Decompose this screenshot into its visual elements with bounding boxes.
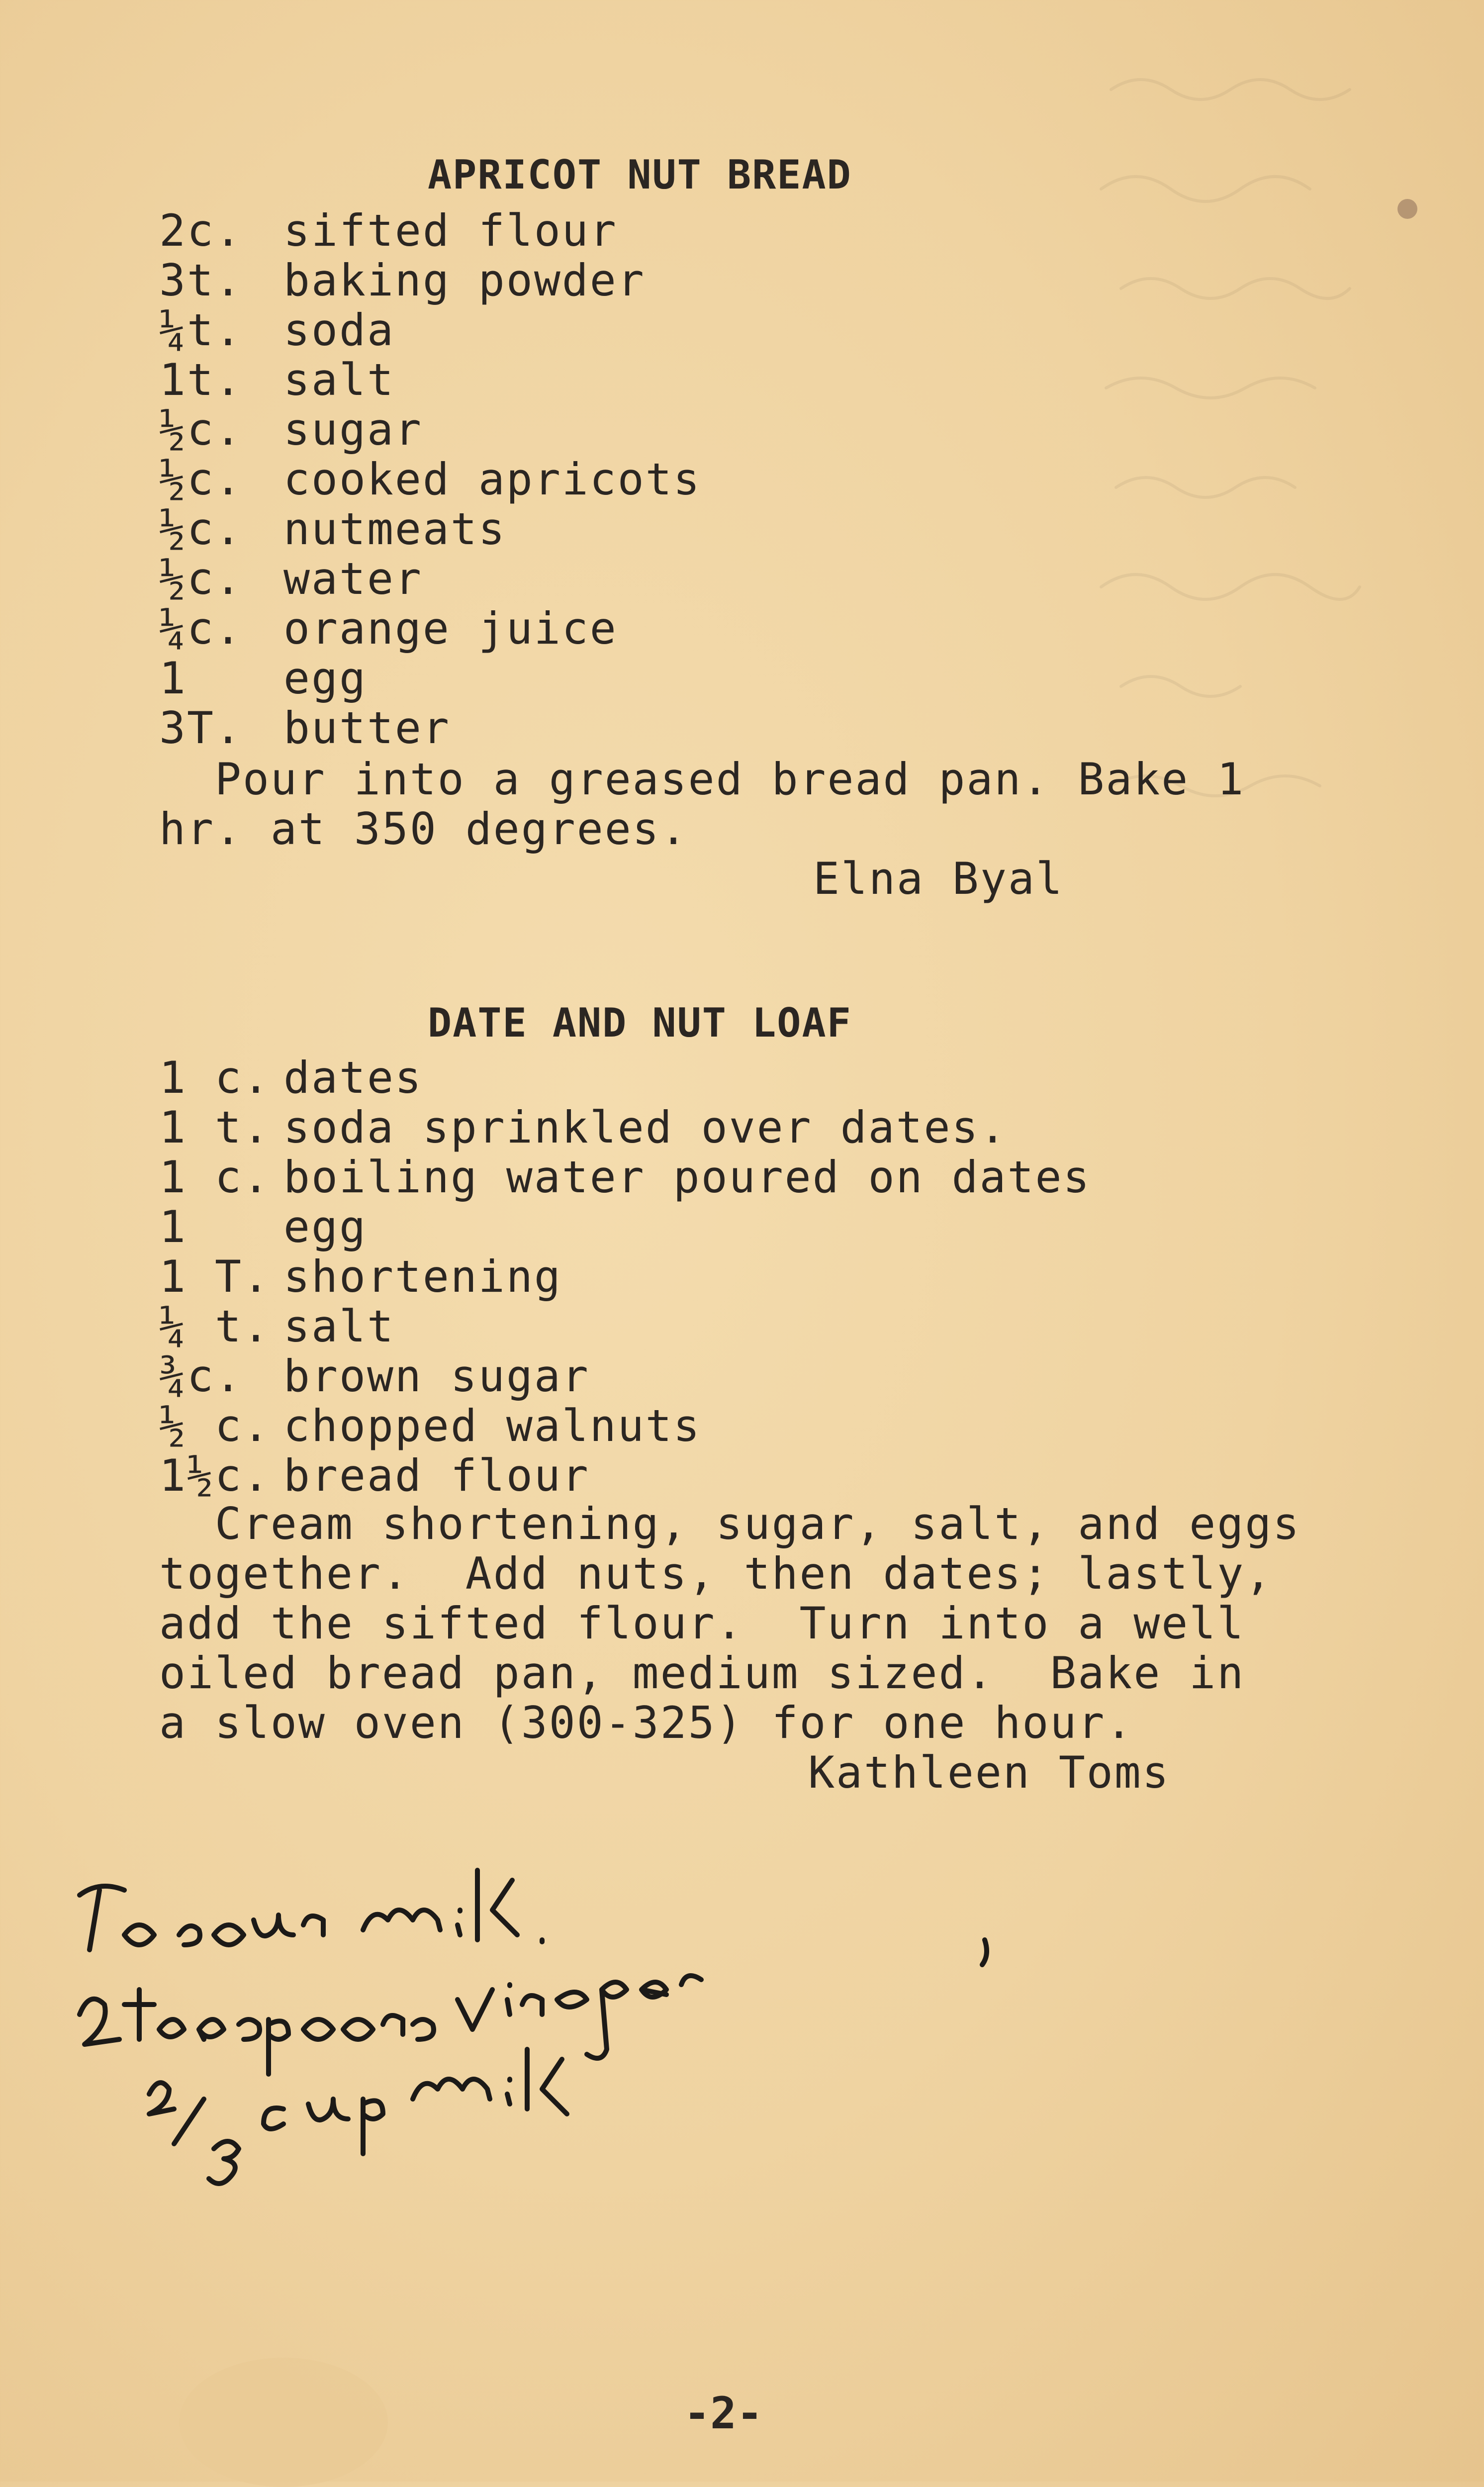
ingredient-quantity: ½c.: [159, 503, 243, 555]
paper-stain: [1397, 199, 1417, 219]
ingredient-quantity: 3T.: [159, 702, 243, 754]
ingredient-row: [159, 1052, 423, 1103]
ingredient-quantity: 1 c.: [159, 1052, 271, 1103]
ingredient-quantity: ¼ t.: [159, 1301, 271, 1352]
recipe-title: DATE AND NUT LOAF: [428, 1000, 852, 1046]
ingredient-name: water: [283, 553, 423, 604]
ingredient-quantity: 1t.: [159, 354, 243, 405]
ingredient-quantity: 1 c.: [159, 1151, 271, 1203]
ingredient-quantity: ½c.: [159, 404, 243, 455]
ingredient-quantity: 2c.: [159, 205, 243, 256]
handwritten-note: [65, 1840, 1010, 2199]
directions-line: hr. at 350 degrees.: [159, 803, 688, 855]
ingredient-name: egg: [283, 653, 367, 704]
ingredient-name: bread flour: [283, 1450, 590, 1501]
ingredient-row: [159, 1102, 1008, 1153]
ingredient-name: boiling water poured on dates: [283, 1151, 1091, 1203]
ingredient-name: brown sugar: [283, 1350, 590, 1402]
ingredient-name: sifted flour: [283, 205, 618, 256]
ingredient-name: butter: [283, 702, 451, 754]
ingredient-quantity: 1 T.: [159, 1251, 271, 1302]
directions-line: a slow oven (300-325) for one hour.: [159, 1697, 1134, 1748]
ingredient-row: [159, 1151, 1091, 1203]
ingredient-row: [159, 503, 506, 555]
ingredient-name: cooked apricots: [283, 454, 701, 505]
paper-stain: [179, 2358, 388, 2487]
ingredient-quantity: ¾c.: [159, 1350, 243, 1402]
directions-line: Pour into a greased bread pan. Bake 1: [159, 754, 1245, 805]
ingredient-name: dates: [283, 1052, 423, 1103]
ingredient-quantity: ½ c.: [159, 1400, 271, 1451]
contributor-name: Elna Byal: [813, 853, 1064, 904]
ingredient-name: sugar: [283, 404, 423, 455]
ingredient-row: [159, 205, 618, 256]
directions-line: add the sifted flour. Turn into a well: [159, 1598, 1245, 1649]
ingredient-name: baking powder: [283, 255, 646, 306]
ingredient-row: [159, 404, 423, 455]
ingredient-quantity: 3t.: [159, 255, 243, 306]
ingredient-row: [159, 1450, 590, 1501]
ingredient-row: [159, 354, 395, 405]
page-number: -2-: [684, 2388, 763, 2439]
ingredient-row: [159, 1251, 562, 1302]
ingredient-row: [159, 1350, 590, 1402]
ingredient-quantity: 1½c.: [159, 1450, 271, 1501]
ingredient-row: [159, 1301, 395, 1352]
ingredient-name: nutmeats: [283, 503, 506, 555]
ingredient-row: [159, 304, 395, 356]
ingredient-quantity: 1: [159, 1201, 187, 1252]
ingredient-row: [159, 702, 451, 754]
ingredient-row: [159, 255, 646, 306]
ingredient-name: chopped walnuts: [283, 1400, 701, 1451]
ingredient-name: soda: [283, 304, 395, 356]
directions-line: Cream shortening, sugar, salt, and eggs: [159, 1498, 1301, 1549]
ingredient-quantity: ½c.: [159, 454, 243, 505]
ingredient-name: salt: [283, 1301, 395, 1352]
directions-line: together. Add nuts, then dates; lastly,: [159, 1548, 1273, 1599]
ingredient-name: salt: [283, 354, 395, 405]
ingredient-row: [159, 553, 423, 604]
ingredient-row: [159, 603, 618, 654]
ingredient-name: soda sprinkled over dates.: [283, 1102, 1008, 1153]
ingredient-quantity: 1 t.: [159, 1102, 271, 1153]
ingredient-quantity: ¼c.: [159, 603, 243, 654]
ingredient-row: [159, 653, 367, 704]
ingredient-name: egg: [283, 1201, 367, 1252]
ingredient-name: orange juice: [283, 603, 618, 654]
ingredient-name: shortening: [283, 1251, 562, 1302]
contributor-name: Kathleen Toms: [808, 1747, 1170, 1798]
recipe-title: APRICOT NUT BREAD: [428, 152, 852, 198]
ingredient-quantity: ¼t.: [159, 304, 243, 356]
ingredient-row: [159, 1400, 701, 1451]
directions-line: oiled bread pan, medium sized. Bake in: [159, 1647, 1245, 1699]
ingredient-quantity: ½c.: [159, 553, 243, 604]
ingredient-quantity: 1: [159, 653, 187, 704]
ingredient-row: [159, 454, 701, 505]
ingredient-row: [159, 1201, 367, 1252]
